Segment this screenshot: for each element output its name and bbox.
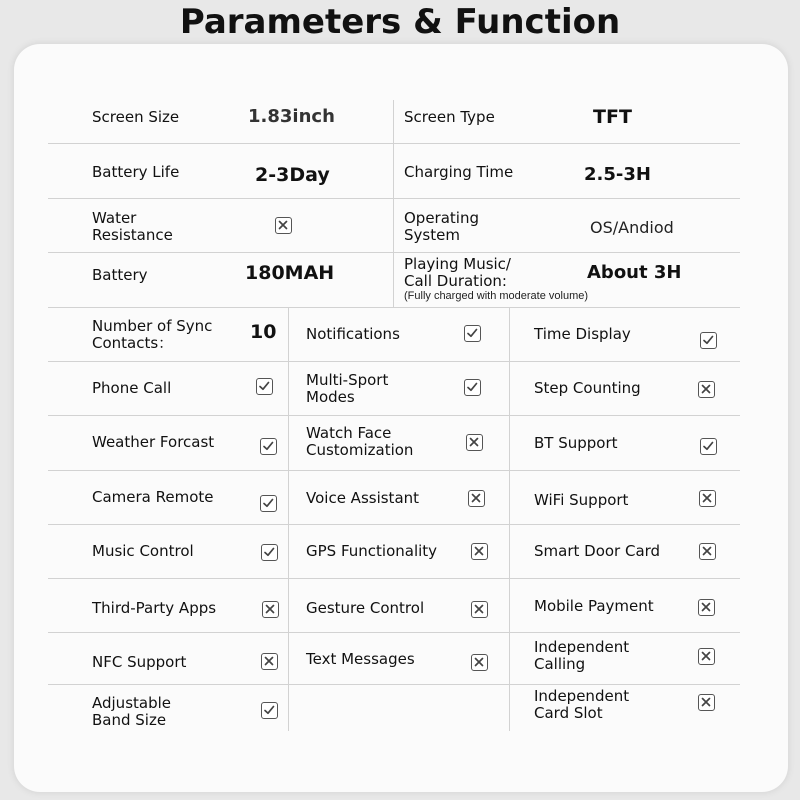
feature-label: Step Counting <box>534 379 641 397</box>
check-box-icon <box>260 495 277 512</box>
feature-label: Adjustable Band Size <box>92 694 171 729</box>
divider <box>48 252 740 253</box>
param-value: 2-3Day <box>255 164 330 186</box>
x-box-icon <box>275 217 292 234</box>
check-box-icon <box>260 438 277 455</box>
feature-label: Text Messages <box>306 650 415 668</box>
x-box-icon <box>261 653 278 670</box>
check-box-icon <box>261 544 278 561</box>
feature-label: GPS Functionality <box>306 542 438 560</box>
divider <box>48 415 740 416</box>
divider <box>288 307 289 731</box>
param-label: Battery Life <box>92 163 180 181</box>
check-box-icon <box>700 438 717 455</box>
divider <box>48 578 740 579</box>
x-box-icon <box>699 543 716 560</box>
x-box-icon <box>471 543 488 560</box>
feature-label: Gesture Control <box>306 599 425 617</box>
feature-label: Third-Party Apps <box>92 599 217 617</box>
check-box-icon <box>256 378 273 395</box>
param-label: Water Resistance <box>92 209 173 244</box>
feature-label: Time Display <box>534 325 631 343</box>
x-box-icon <box>471 601 488 618</box>
param-note: (Fully charged with moderate volume) <box>404 290 589 302</box>
param-label: Screen Size <box>92 108 180 126</box>
param-label: Charging Time <box>404 163 514 181</box>
page-title: Parameters & Function <box>179 2 621 42</box>
divider <box>48 470 740 471</box>
feature-label: Notifications <box>306 325 400 343</box>
feature-label: Weather Forcast <box>92 433 215 451</box>
feature-label: Independent Calling <box>534 638 630 673</box>
divider <box>48 143 740 144</box>
param-value: 180MAH <box>245 262 335 284</box>
spec-card <box>14 44 788 792</box>
check-box-icon <box>464 379 481 396</box>
feature-label: Mobile Payment <box>534 597 654 615</box>
x-box-icon <box>466 434 483 451</box>
divider <box>48 198 740 199</box>
param-label: Playing Music/ Call Duration: <box>404 255 511 290</box>
feature-label: NFC Support <box>92 653 187 671</box>
x-box-icon <box>468 490 485 507</box>
feature-label: WiFi Support <box>534 491 629 509</box>
x-box-icon <box>699 490 716 507</box>
param-label: Battery <box>92 266 148 284</box>
divider <box>48 524 740 525</box>
param-label: Screen Type <box>404 108 495 126</box>
feature-label: Watch Face Customization <box>306 424 414 459</box>
divider <box>48 307 740 308</box>
divider <box>48 684 740 685</box>
feature-label: Smart Door Card <box>534 542 661 560</box>
param-value: 2.5-3H <box>584 164 651 185</box>
divider <box>509 307 510 731</box>
divider <box>48 361 740 362</box>
feature-label: Multi-Sport Modes <box>306 371 389 406</box>
feature-label: Voice Assistant <box>306 489 420 507</box>
x-box-icon <box>698 694 715 711</box>
x-box-icon <box>698 381 715 398</box>
x-box-icon <box>262 601 279 618</box>
divider <box>48 632 740 633</box>
feature-label: Phone Call <box>92 379 172 397</box>
param-value: 1.83inch <box>248 106 335 127</box>
x-box-icon <box>698 648 715 665</box>
param-value: About 3H <box>587 262 682 283</box>
param-value: TFT <box>593 106 632 128</box>
param-label: Operating System <box>404 209 479 244</box>
feature-label: Independent Card Slot <box>534 687 630 722</box>
check-box-icon <box>464 325 481 342</box>
check-box-icon <box>700 332 717 349</box>
sync-contacts-value: 10 <box>250 321 277 343</box>
param-value: OS/Andiod <box>590 218 674 237</box>
divider <box>393 100 394 307</box>
feature-label: Camera Remote <box>92 488 214 506</box>
check-box-icon <box>261 702 278 719</box>
feature-label: Music Control <box>92 542 194 560</box>
x-box-icon <box>698 599 715 616</box>
sync-contacts-label: Number of Sync Contacts： <box>92 317 213 352</box>
feature-label: BT Support <box>534 434 618 452</box>
x-box-icon <box>471 654 488 671</box>
